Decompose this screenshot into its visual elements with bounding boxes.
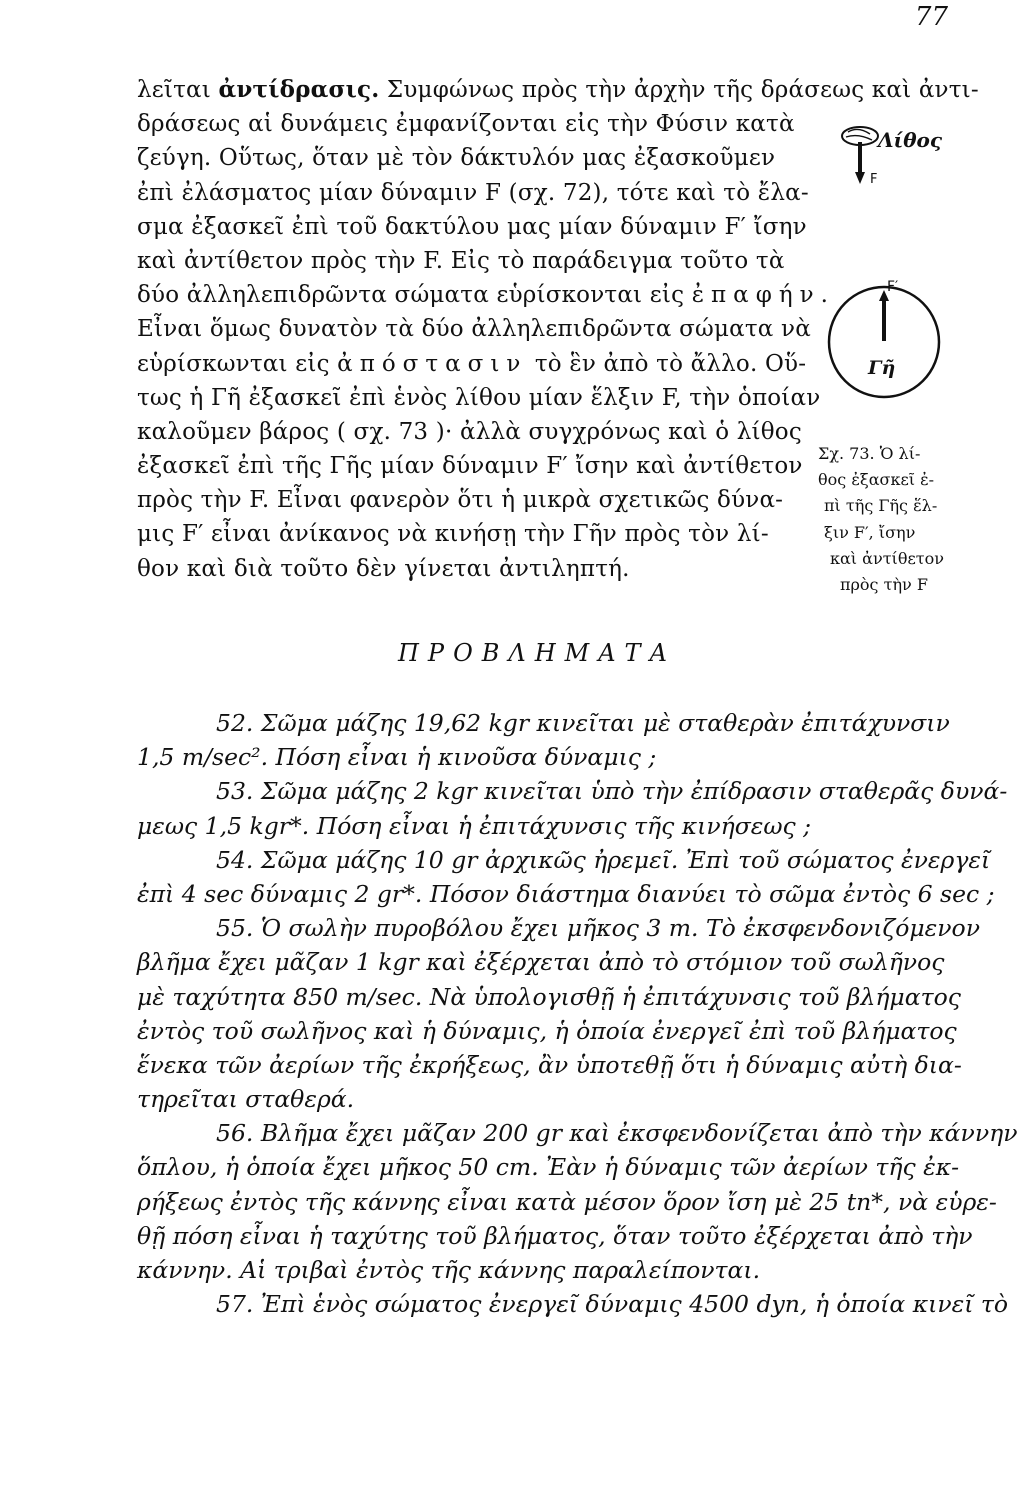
force-f-prime-label: F′	[887, 279, 899, 295]
text-segment: Εἶναι ὅμως δυνατὸν τὰ δύο ἀλληλεπιδρῶντα σώματα νὰ	[137, 316, 811, 343]
text-segment: καλοῦμεν βάρος ( σχ. 73 )· ἀλλὰ συγχρόνως καὶ ὁ λίθος	[137, 418, 802, 445]
text-line	[137, 415, 802, 449]
problem-line: βλῆμα ἔχει μᾶζαν 1 kgr καὶ ἐξέρχεται ἀπὸ τὸ στόμιον τοῦ σωλῆνος	[137, 948, 945, 977]
text-line	[137, 552, 782, 586]
problem-line: ἕνεκα τῶν ἀερίων τῆς ἐκρήξεως, ἂν ὑποτεθῇ ὅτι ἡ δύναμις αὐτὴ δια-	[137, 1050, 962, 1079]
stone-label: Λίθος	[878, 128, 943, 152]
spaced-term: ἀπόστασιν	[337, 350, 528, 377]
problem-start-line: 56. Βλῆμα ἔχει μᾶζαν 200 gr καὶ ἐκσφενδονίζεται ἀπὸ τὴν κάννην	[216, 1119, 1018, 1148]
text-segment: ἐξασκεῖ ἐπὶ τῆς Γῆς μίαν δύναμιν F′ ἴσην καὶ ἀντίθετον	[137, 453, 803, 480]
problem-start-line: 53. Σῶμα μάζης 2 kgr κινεῖται ὑπὸ τὴν ἐπίδρασιν σταθερᾶς δυνά-	[216, 777, 1008, 806]
figure-73-caption	[818, 441, 978, 598]
problem-line: ἐπὶ 4 sec δύναμις 2 gr*. Πόσον διάστημα διανύει τὸ σῶμα ἐντὸς 6 sec ;	[137, 879, 995, 908]
problem-line: μεως 1,5 kgr*. Πόση εἶναι ἡ ἐπιτάχυνσις τῆς κινήσεως ;	[137, 811, 812, 840]
problem-line: μὲ ταχύτητα 850 m/sec. Νὰ ὑπολογισθῇ ἡ ἐπιτάχυνσις τοῦ βλήματος	[137, 982, 961, 1011]
text-line	[137, 210, 807, 244]
text-segment: δύο ἀλληλεπιδρῶντα σώματα εὑρίσκονται εἰς	[137, 282, 692, 309]
problem-line: ρήξεως ἐντὸς τῆς κάννης εἶναι κατὰ μέσον ὅρον ἴση μὲ 25 tn*, νὰ εὑρε-	[137, 1187, 997, 1216]
text-segment: τὸ ἓν ἀπὸ τὸ ἄλλο. Οὕ-	[527, 350, 807, 377]
page-number: 77	[914, 2, 948, 32]
problem-line: ἐντὸς τοῦ σωλῆνος καὶ ἡ δύναμις, ἡ ὁποία ἐνεργεῖ ἐπὶ τοῦ βλήματος	[137, 1016, 957, 1045]
text-segment: ἐπὶ ἐλάσματος μίαν δύναμιν F (σχ. 72), τότε καὶ τὸ ἔλα-	[137, 179, 809, 206]
problem-start-line: 54. Σῶμα μάζης 10 gr ἀρχικῶς ἠρεμεῖ. Ἐπὶ τοῦ σώματος ἐνεργεῖ	[216, 845, 991, 874]
text-line	[137, 347, 807, 381]
text-segment: εὑρίσκωνται εἰς	[137, 350, 338, 377]
text-line	[137, 176, 809, 210]
problems-heading: ΠΡΟΒΛΗΜΑΤΑ	[398, 639, 676, 667]
text-segment: Συμφώνως πρὸς τὴν ἀρχὴν τῆς δράσεως καὶ ἀντι-	[379, 77, 979, 103]
caption-line: καὶ ἀντίθετον	[830, 548, 944, 568]
problem-line: κάννην. Αἱ τριβαὶ ἐντὸς τῆς κάννης παραλείπονται.	[137, 1256, 761, 1284]
spaced-term: ἐπαφήν.	[691, 282, 835, 309]
text-segment: σμα ἐξασκεῖ ἐπὶ τοῦ δακτύλου μας μίαν δύναμιν F′ ἴσην	[137, 213, 807, 240]
caption-line: πὶ τῆς Γῆς ἕλ-	[824, 496, 938, 516]
text-line	[137, 278, 835, 312]
caption-line: ξιν F′, ἴσην	[824, 522, 916, 542]
text-line	[137, 73, 979, 107]
earth-label: Γῆ	[868, 357, 896, 379]
caption-line: Σχ. 73. Ὁ λί-	[818, 444, 921, 463]
text-line	[137, 483, 782, 517]
caption-line: θος ἐξασκεῖ ἐ-	[818, 470, 935, 490]
text-line	[137, 244, 785, 278]
text-line	[137, 107, 795, 141]
text-line	[137, 517, 782, 551]
force-f-label: F	[870, 172, 878, 187]
problem-line: ὅπλου, ἡ ὁποία ἔχει μῆκος 50 cm. Ἐὰν ἡ δύναμις τῶν ἀερίων τῆς ἐκ-	[137, 1153, 960, 1182]
text-segment: δράσεως αἱ δυνάμεις ἐμφανίζονται εἰς τὴν Φύσιν κατὰ	[137, 111, 795, 138]
problem-line: θῇ πόση εἶναι ἡ ταχύτης τοῦ βλήματος, ὅταν τοῦτο ἐξέρχεται ἀπὸ τὴν	[137, 1221, 973, 1250]
problem-start-line: 57. Ἐπὶ ἑνὸς σώματος ἐνεργεῖ δύναμις 4500 dyn, ἡ ὁποία κινεῖ τὸ	[216, 1290, 1009, 1319]
figure-72-stone	[836, 122, 966, 194]
text-segment: καὶ ἀντίθετον πρὸς τὴν F. Εἰς τὸ παράδειγμα τοῦτο τὰ	[137, 247, 785, 274]
caption-line: πρὸς τὴν F	[840, 574, 928, 594]
problems-list	[137, 706, 1018, 1321]
problem-start-line: 52. Σῶμα μάζης 19,62 kgr κινεῖται μὲ σταθερὰν ἐπιτάχυνσιν	[216, 709, 950, 737]
text-segment: πρὸς τὴν F. Εἶναι φανερὸν ὅτι ἡ μικρὰ σχετικῶς δύνα-	[137, 487, 784, 514]
problem-line: 1,5 m/sec². Πόση εἶναι ἡ κινοῦσα δύναμις ;	[137, 743, 657, 772]
earth-diagram	[826, 279, 956, 409]
text-line	[137, 381, 821, 415]
bold-term: ἀντίδρασις.	[218, 76, 380, 103]
text-segment: μις F′ εἶναι ἀνίκανος νὰ κινήσῃ τὴν Γῆν πρὸς τὸν λί-	[137, 521, 769, 548]
figure-73-earth	[826, 279, 956, 409]
problem-line: τηρεῖται σταθερά.	[137, 1085, 355, 1114]
text-segment: θον καὶ διὰ τοῦτο δὲν γίνεται ἀντιληπτή.	[137, 555, 630, 582]
text-line	[137, 141, 782, 175]
text-segment: λεῖται	[137, 77, 219, 103]
text-segment: τως ἡ Γῆ ἐξασκεῖ ἐπὶ ἑνὸς λίθου μίαν ἕλξιν F, τὴν ὁποίαν	[137, 384, 821, 411]
text-line	[137, 449, 803, 483]
text-segment: ζεύγη. Οὕτως, ὅταν μὲ τὸν δάκτυλόν μας ἐξασκοῦμεν	[137, 145, 776, 172]
problem-start-line: 55. Ὁ σωλὴν πυροβόλου ἔχει μῆκος 3 m. Τὸ ἐκσφενδονιζόμενον	[216, 914, 980, 943]
text-line	[137, 312, 811, 346]
